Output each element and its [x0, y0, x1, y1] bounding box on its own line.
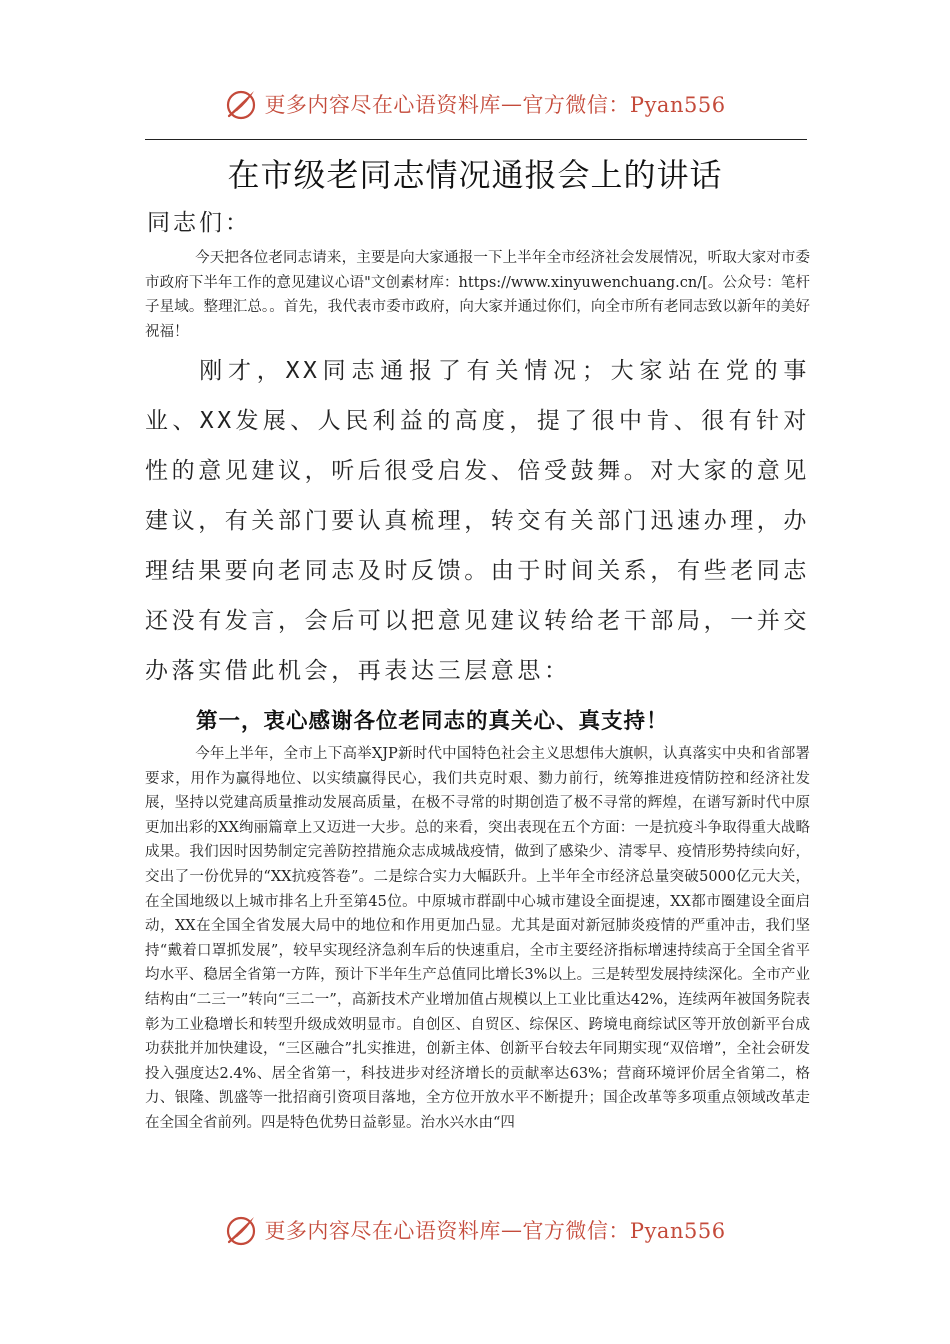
quill-logo-icon: [224, 1212, 260, 1248]
intro-paragraph-text: 今天把各位老同志请来，主要是向大家通报一下上半年全市经济社会发展情况，听取大家对市委市政府下半年工作的意见建议心语"文创素材库：https://www.xinyuwenchuang.cn/[。公众号：笔杆子星域。整理汇总。。首先，我代表市委市政府，向大家并通过你们，向全市所有老同志致以新年的美好祝福！: [145, 250, 810, 340]
banner-dash: —: [500, 92, 523, 116]
response-paragraph-text: 刚才，XX同志通报了有关情况；大家站在党的事业、XX发展、人民利益的高度，提了很中肯、很有针对性的意见建议，听后很受启发、倍受鼓舞。对大家的意见建议，有关部门要认真梳理，转交有关部门迅速办理，办理结果要向老同志及时反馈。由于时间关系，有些老同志还没有发言，会后可以把意见建议转给老干部局，一并交办落实借此机会，再表达三层意思：: [145, 358, 810, 684]
response-paragraph: [145, 346, 810, 696]
header-banner: [0, 84, 950, 124]
banner-text: 更多内容尽在心语资料库: [264, 1219, 501, 1243]
section-heading: 第一，衷心感谢各位老同志的真关心、真支持！: [196, 709, 669, 734]
salutation: 同志们：: [147, 210, 251, 236]
banner-contact: 官方微信：Pyan556: [522, 93, 726, 117]
body-paragraph-text: 今年上半年，全市上下高举XJP新时代中国特色社会主义思想伟大旗帜，认真落实中央和省部署要求，用作为赢得地位、以实绩赢得民心，我们共克时艰、勠力前行，统筹推进疫情防控和经济社发展，坚持以党建高质量推动发展高质量，在极不寻常的时期创造了极不寻常的辉煌，在谱写新时代中原更加出彩的XX绚丽篇章上又迈进一大步。总的来看，突出表现在五个方面：一是抗疫斗争取得重大战略成果。我们因时因势制定完善防控措施众志成城战疫情，做到了感染少、清零早、疫情形势持续向好，交出了一份优异的“XX抗疫答卷”。二是综合实力大幅跃升。上半年全市经济总量突破5000亿元大关，在全国地级以上城市排名上升至第45位。中原城市群副中心城市建设全面提速，XX都市圈建设全面启动，XX在全国全省发展大局中的地位和作用更加凸显。尤其是面对新冠肺炎疫情的严重冲击，我们坚持“戴着口罩抓发展”，较早实现经济急刹车后的快速重启，全市主要经济指标增速持续高于全国全省平均水平、稳居全省第一方阵，预计下半年生产总值同比增长3%以上。三是转型发展持续深化。全市产业结构由“二三一”转向“三二一”，高新技术产业增加值占规模以上工业比重达42%，连续两年被国务院表彰为工业稳增长和转型升级成效明显市。自创区、自贸区、综保区、跨境电商综试区等开放创新平台成功获批并加快建设，“三区融合”扎实推进，创新主体、创新平台较去年同期实现“双倍增”，全社会研发投入强度达2.4%、居全省第一，科技进步对经济增长的贡献率达63%；营商环境评价居全省第二，格力、银隆、凯盛等一批招商引资项目落地，全方位开放水平不断提升；国企改革等多项重点领域改革走在全国全省前列。四是特色优势日益彰显。治水兴水由“四: [145, 746, 810, 1131]
footer-banner: [0, 1210, 950, 1250]
banner-contact: 官方微信：Pyan556: [522, 1219, 726, 1243]
intro-paragraph: [145, 246, 810, 344]
body-paragraph: [145, 742, 810, 1136]
page-title: 在市级老同志情况通报会上的讲话: [227, 156, 723, 194]
header-rule: [145, 139, 807, 140]
banner-dash: —: [500, 1218, 523, 1242]
quill-logo-icon: [224, 86, 260, 122]
banner-text: 更多内容尽在心语资料库: [264, 93, 501, 117]
